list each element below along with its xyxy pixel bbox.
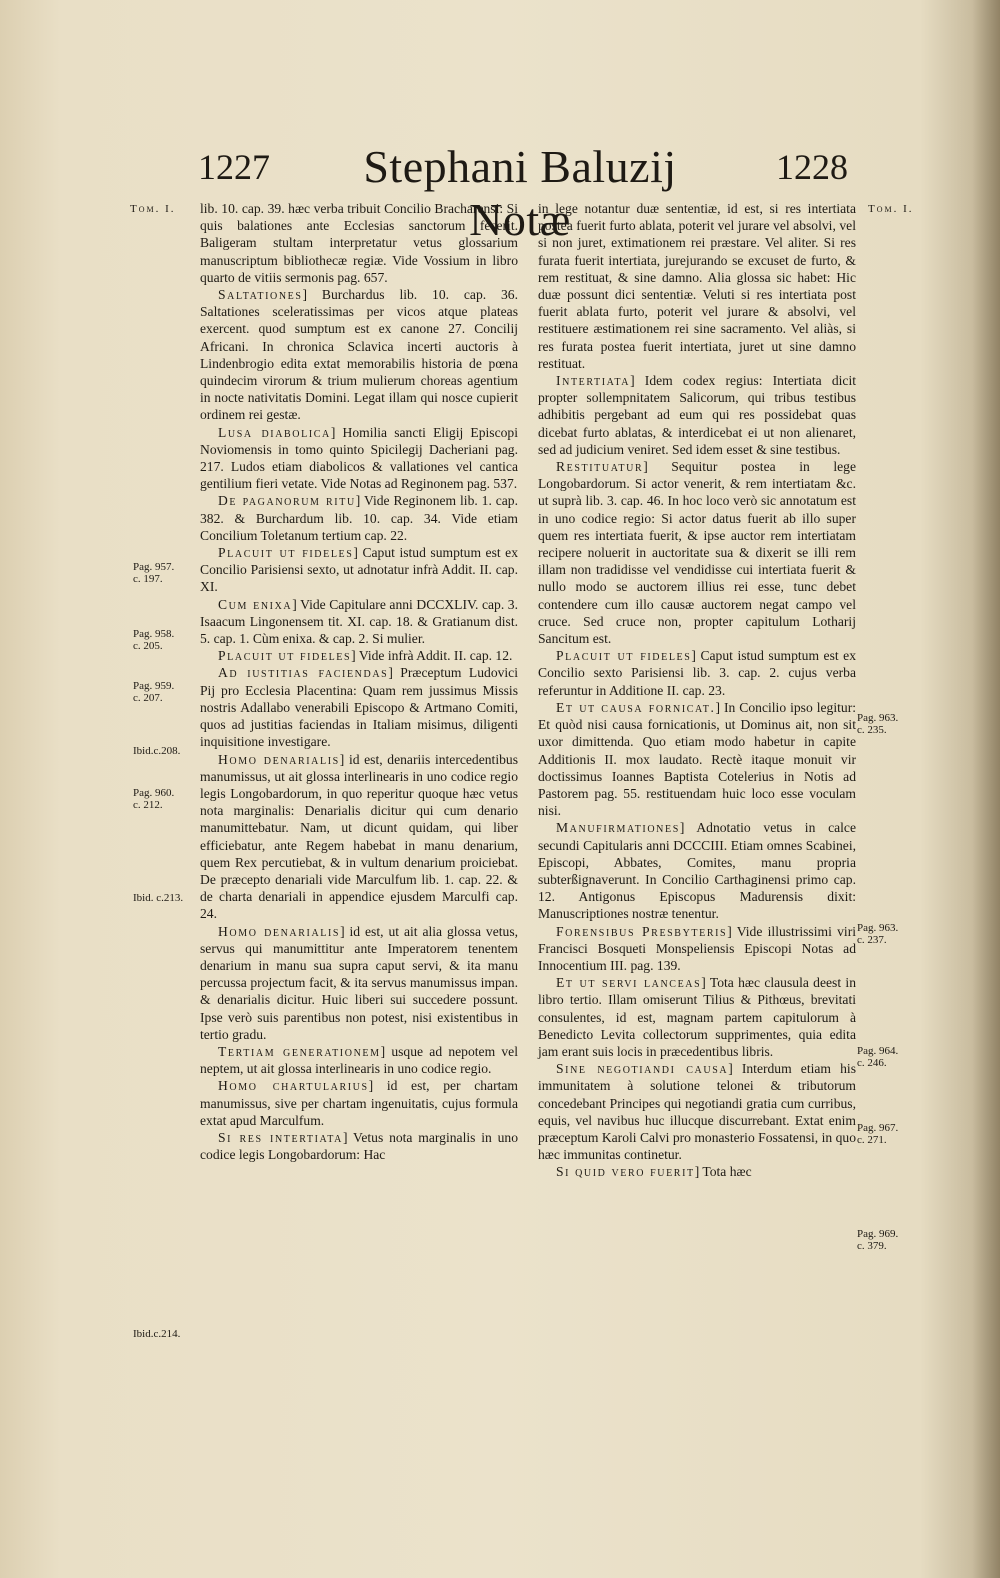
note-paragraph [538, 200, 856, 372]
note-text: ] Vide infrà Addit. II. cap. 12. [351, 648, 513, 664]
note-text: ] Sequitur postea in lege Longobardorum. Si actor venerit, & rem intertiatam &c. ut suprà lib. 3. cap. 46. In hoc loco verò sic annotatum est in uno codice regio: Si actor datus fuerit ab illo super quem res intertiata fuerit, & ipse auctor rem intertiatam recipere noluerit in auctoritate sua & dixerit se illi rem illam non tradidisse vel vendidisse cui intertiata fuerit & nullo modo se auctorem illius rei esse, tunc debet contendere cum illo causæ auctorem negat campo vel cruce. Sed cruce non, propter capitulum Lotharij Sancitum est. [538, 459, 856, 647]
note-lemma: Homo denarialis [218, 751, 340, 767]
note-paragraph [200, 596, 518, 648]
note-paragraph [538, 458, 856, 647]
note-paragraph [538, 923, 856, 975]
page-edge-shadow [972, 0, 1000, 1578]
note-text: ] Caput istud sumptum est ex Concilio Parisiensi sexto, ut adnotatur infrà Addit. II. cap. XI. [200, 545, 518, 595]
note-text: ] Præceptum Ludovici Pij pro Ecclesia Placentina: Quam rem jussimus Missis nostris Adallabo venerabili Episcopo & Artmano Comiti, quos ad justitias faciendas in Italiam misimus, diligenti inquisitione investigare. [200, 665, 518, 750]
margin-note-right: Pag. 969. c. 379. [857, 1228, 899, 1252]
margin-note-right: Pag. 967. c. 271. [857, 1122, 899, 1146]
note-text: ] Vide Capitulare anni DCCXLIV. cap. 3. Isaacum Lingonensem tit. XI. cap. 18. & Gratianum dist. 5. cap. 1. Cùm enixa. & cap. 2. Si mulier. [200, 596, 518, 647]
page-number-left: 1227 [198, 147, 270, 187]
margin-note-left: Ibid.c.208. [133, 745, 181, 757]
note-paragraph [538, 647, 856, 699]
right-text-column [538, 200, 856, 1181]
note-lemma: Restituatur [556, 459, 644, 475]
note-text: ] usque ad nepotem vel neptem, ut ait glossa interlinearis in uno codice regio. [200, 1043, 518, 1077]
note-lemma: Placuit ut fideles [218, 545, 354, 561]
note-paragraph [200, 200, 518, 286]
note-paragraph [538, 974, 856, 1060]
margin-note-left: Pag. 959. c. 207. [133, 680, 175, 704]
note-paragraph [538, 1060, 856, 1163]
note-text: ] id est, ut ait alia glossa vetus, servus qui manumittitur ante Imperatorem tenentem denarium in manu sua supra caput servi, & ita manu percussa projectum facit, & ita servus manumissus impan. & denarialis dicitur. Huic liberi sui succedere possunt. Ipse verò suis parentibus non potest, nisi existentibus in tertio gradu. [200, 923, 519, 1042]
margin-note-left: Pag. 957. c. 197. [133, 561, 175, 585]
note-paragraph [200, 544, 518, 596]
note-text: ] Adnotatio vetus in calce secundi Capitularis anni DCCCIII. Etiam omnes Scabinei, Episcopi, Abbates, Comites, manu propria subterßignaverunt. In Concilio Carthaginensi primo cap. 12. Antigonus Episcopus Madurensis dixit: Manuscriptiones nostræ tenentur. [538, 820, 856, 922]
margin-note-right: Pag. 963. c. 235. [857, 712, 899, 736]
margin-tom-left: Tom. I. [130, 203, 176, 215]
note-lemma: Saltationes [218, 287, 303, 303]
note-lemma: Si res intertiata [218, 1129, 343, 1145]
note-lemma: Placuit ut fideles [218, 648, 352, 664]
note-text: ] Idem codex regius: Intertiata dicit propter sollempnitatem Salicorum, qui tribus testibus adhibitis pergebant ad eum qui res possidebat quas dicebat furto ablatas, & interdicebat ei ut non alienaret, sed ad judicium veniret. Sed idem esset & sine testibus. [538, 373, 856, 457]
note-text: in lege notantur duæ sententiæ, id est, si res intertiata postea fuerit furto ablata, poterit vel jurare vel absolvi, vel si non juret, extimationem rei præstare. Vel aliter. Si res furata fuerit intertiata, jurejurando se excuset de furto, & rem restituat, & sine damno. Alia glossa sic habet: Hic duæ possunt dici sententiæ. Veluti si res intertiata post fuerit ablata furto, poterit vel jurare & absolvi, vel restituere æstimationem rei sine sacramento. Vel aliàs, si res furata postea fuerit intertiata, juret ut sine damno restituat. [538, 201, 856, 371]
note-lemma: Si quid vero fuerit [556, 1164, 695, 1180]
left-text-column [200, 200, 518, 1163]
note-paragraph [538, 1163, 856, 1180]
margin-note-left: Ibid.c.214. [133, 1328, 181, 1340]
note-text: ] Tota hæc clausula deest in libro tertio. Illam omiserunt Tilius & Pithœus, brevitati consulentes, id est, magnam partem capitulorum à Benedicto Levita collectorum supprimentes, quia edita jam erant suis locis in præcedentibus libris. [538, 975, 856, 1059]
note-lemma: Intertiata [556, 373, 631, 389]
margin-note-left: Pag. 958. c. 205. [133, 628, 175, 652]
margin-note-left: Pag. 960. c. 212. [133, 787, 175, 811]
note-lemma: Ad iustitias faciendas [218, 665, 389, 681]
note-lemma: De paganorum ritu [218, 493, 356, 509]
note-paragraph [200, 1077, 518, 1129]
note-paragraph [538, 699, 856, 819]
margin-note-right: Pag. 963. c. 237. [857, 922, 899, 946]
note-text: ] Vide Reginonem lib. 1. cap. 382. & Burchardum lib. 10. cap. 34. Vide etiam Concilium Toletanum tertium cap. 22. [200, 493, 518, 543]
note-paragraph [200, 1043, 518, 1077]
note-lemma: Homo denarialis [218, 923, 341, 939]
note-paragraph [200, 1129, 518, 1163]
note-lemma: Tertiam generationem [218, 1043, 381, 1059]
note-paragraph [538, 372, 856, 458]
margin-tom-right: Tom. I. [868, 203, 914, 215]
note-text: ] Interdum etiam his immunitatem à solutione telonei & tributorum concedebant Principes qui negotiandi gratia cum curribus, equis, vel navibus huc illucque discurrebant. Extat enim præceptum Karoli Calvi pro monasterio Fossatensi, in quo hæc immunitas continetur. [538, 1061, 856, 1163]
note-text: lib. 10. cap. 39. hæc verba tribuit Concilio Bracharensi: Si quis balationes ante Ecclesias sanctorum fecerit. Baligeram stultam interpretatur vetus glossarium manuscriptum bibliothecæ regiæ. Vide Vossium in libro quarto de vitiis sermonis pag. 657. [200, 201, 518, 285]
page-number-right: 1228 [776, 147, 848, 187]
note-lemma: Cum enixa [218, 596, 293, 612]
note-text: ] In Concilio ipso legitur: Et quòd nisi causa fornicationis, ut Dominus ait, non sit uxor dimittenda. Quo etiam modo habetur in capite Additionis II. mox laudato. Rectè itaque monuit vir doctissimus Ioannes Baptista Cotelerius in Notis ad Pastorem pag. 55. restituendam huic loco esse voculam nisi. [538, 699, 856, 819]
note-text: ] Vetus nota marginalis in uno codice legis Longobardorum: Hac [200, 1129, 518, 1163]
note-paragraph [200, 664, 518, 750]
note-lemma: Sine negotiandi causa [556, 1061, 729, 1077]
margin-note-right: Pag. 964. c. 246. [857, 1045, 899, 1069]
note-paragraph [200, 751, 518, 923]
margin-note-left: Ibid. c.213. [133, 892, 184, 904]
note-paragraph [200, 923, 518, 1043]
note-lemma: Et ut causa fornicat. [556, 699, 716, 715]
note-paragraph [538, 819, 856, 922]
note-lemma: Placuit ut fideles [556, 648, 692, 664]
note-text: ] Tota hæc [694, 1164, 752, 1180]
note-paragraph [200, 492, 518, 544]
note-text: ] Burchardus lib. 10. cap. 36. Saltationes sceleratissimas per vicos atque plateas exercent. quod sumptum est ex canone 27. Concilij Africani. In chronica Sclavica incerti auctoris à Lindenbrogio edita extat memorabilis historia de pœna quindecim virorum & trium mulierum choreas agentium in nocte nativitatis Domini. Legat illam qui nosce cupierit ordinem rei gestæ. [200, 287, 518, 423]
running-title: Stephani Baluzij Notæ [363, 141, 677, 245]
note-text: ] id est, per chartam manumissus, sive per chartam ingenuitatis, cujus formula extat apud Marculfum. [200, 1078, 518, 1128]
note-lemma: Forensibus Presbyteris [556, 923, 728, 939]
note-paragraph [200, 647, 518, 664]
note-paragraph [200, 286, 518, 424]
note-text: ] Homilia sancti Eligij Episcopi Noviomensis in tomo quinto Spicilegij Dacheriani pag. 217. Ludos etiam diabolicos & vallationes vel cantica gentilium fieri vetate. Vide Notas ad Reginonem pag. 537. [200, 424, 518, 492]
note-lemma: Lusa diabolica [218, 424, 331, 440]
note-lemma: Homo chartularius [218, 1078, 369, 1094]
note-text: ] id est, denariis intercedentibus manumissus, ut ait glossa interlinearis in uno codice regio legis Longobardorum, in quo reperitur quoque hæc vetus nota marginalis: Denarialis dicitur qui cum denario manumittebatur. Nam, ut dicunt quidam, qui liber efficiebatur, ante Regem habebat in manu denarium, quem Rex percutiebat, & in vultum denarium proiciebat. De præcepto denariali vide Marculfum lib. 1. cap. 22. & de charta denariali in appendice ejusdem Marculfi cap. 24. [200, 751, 518, 922]
note-lemma: Manufirmationes [556, 820, 680, 836]
note-lemma: Et ut servi lanceas [556, 975, 702, 991]
note-text: ] Caput istud sumptum est ex Concilio sexto Parisiensi lib. 3. cap. 2. cujus verba referuntur in Additione II. cap. 23. [538, 648, 856, 698]
note-paragraph [200, 424, 518, 493]
note-text: ] Vide illustrissimi viri Francisci Bosqueti Monspeliensis Episcopi Notas ad Innocentium III. pag. 139. [538, 923, 857, 973]
